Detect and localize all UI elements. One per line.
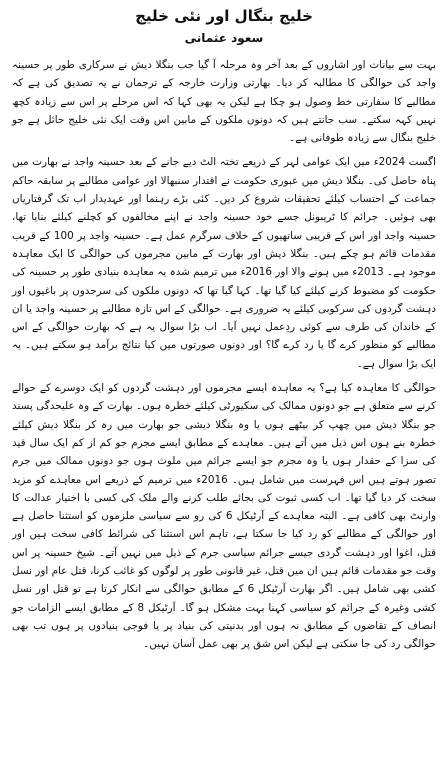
paragraph-3: حوالگی کا معاہدہ کیا ہے؟ یہ معاہدہ ایسے مجرموں اور دہشت گردوں کو ایک دوسرے کے حوالے کرنے سے متعلق ہے جو دونوں ممالک کی سکیورٹی کیلئے خطرہ ہوں۔ بھارت کے وہ علیحدگی پسند جو بنگلا دیش میں چھپ کر بیٹھے ہوں یا وہ بنگلا دیشی جو بھارت میں رہ کر بنگلا دیش کیلئے خطرہ بنے ہوں اس ذیل میں آتے ہیں۔ معاہدے کے مطابق ایسے مجرم جو کم از کم ایک سال قید کی سزا کے حقدار ہوں یا وہ مجرم جو ایسے جرائم میں ملوث ہوں جو دونوں ممالک میں جرم تصور ہوتے ہیں اس فہرست میں شامل ہیں۔ 2016ء میں ترمیم کے ذریعے اس معاہدے کو مزید سخت کر دیا گیا تھا۔ اب کسی ثبوت کی بجائے طلب کرنے والے ملک کی کسی با اختیار عدالت کا وارنٹ بھی کافی ہے۔ البتہ معاہدے کے آرٹیکل 6 کی رو سے سیاسی ملزموں کو استثنا حاصل ہے اور حوالگی کے مطالبے کو رد کیا جا سکتا ہے، تاہم اس استثنا کی شرائط کافی سخت ہیں اور قتل، اغوا اور دہشت گردی جیسے جرائم سیاسی جرم کے ذیل میں نہیں آتے۔ شیخ حسینہ پر اس وقت جو مقدمات قائم ہیں ان میں قتل، غیر قانونی طور پر لوگوں کو غائب کرنا، قتل عام اور نسل کشی بھی شامل ہیں۔ اگر بھارت آرٹیکل 6 کے مطابق حوالگی سے انکار کرتا ہے تو قتل اور نسل کشی وغیرہ کے جرائم کو سیاسی کہنا بہت مشکل ہو گا۔ آرٹیکل 8 کے مطابق ایسے الزامات جو انصاف کے تقاضوں کے مطابق نہ ہوں اور بدنیتی کی بنیاد پر یا فوجی بنیادوں پر ہوں تب بھی حوالگی رد کی جا سکتی ہے لیکن اس شق پر بھی عمل آسان نہیں۔	[12, 382, 437, 651]
paragraph-2: اگست 2024ء میں ایک عوامی لہر کے ذریعے تختہ الٹ دیے جانے کے بعد حسینہ واجد نے بھارت میں پناہ حاصل کی۔ بنگلا دیش میں عبوری حکومت نے اقتدار سنبھالا اور عوامی مطالبے پر سابقہ حاکم جماعت کے احتساب کیلئے تحقیقات شروع کر دیں۔ کئی بڑے رہنما اور عہدیدار اب تک گرفتاریاں بھی ہوئیں۔ جرائم کا ٹریبونل جسے خود حسینہ واجد نے اپنے مخالفوں کو کچلنے کیلئے بنایا تھا، حسینہ واجد اور اس کے قریبی ساتھیوں کے خلاف سرگرم عمل ہے۔ حسینہ واجد پر 100 کے قریب مقدمات قائم ہو چکے ہیں۔ بنگلا دیش اور بھارت کے مابین مجرموں کی حوالگی کا ایک معاہدہ موجود ہے۔ 2013ء میں ہونے والا اور 2016ء میں ترمیم شدہ یہ معاہدہ بنیادی طور پر حسینہ کی حکومت کو مضبوط کرنے کیلئے کیا گیا تھا۔ کہا گیا تھا کہ دونوں ملکوں کی سرحدوں پر باغیوں اور دہشت گردوں کی سرکوبی کیلئے یہ ضروری ہے۔ حوالگی کے اس تازہ مطالبے پر حسینہ واجد یا ان کے خاندان کی طرف سے کوئی ردِعمل نہیں آیا۔ اب بڑا سوال یہ ہے کہ بھارت حوالگی کے اس مطالبے کو منظور کرے گا یا رد کرے گا؟ اور دونوں صورتوں میں کیا نتائج برآمد ہو سکتے ہیں۔ یہ ایک بڑا سوال ہے۔	[12, 156, 436, 370]
article-author: سعود عثمانی	[184, 31, 264, 45]
article-title: خلیج بنگال اور نئی خلیج	[135, 7, 313, 25]
article-body	[12, 56, 436, 654]
paragraph-1: بہت سے بیانات اور اشاروں کے بعد آخر وہ مرحلہ آ گیا جب بنگلا دیش نے سرکاری طور پر حسینہ واجد کی حوالگی کا مطالبہ کر دیا۔ بھارتی وزارت خارجہ کے ترجمان نے یہ تصدیق کی ہے کہ مطالبے کا سفارتی خط وصول ہو چکا ہے لیکن یہ بھی کہا کہ اس مرحلے پر اس سے زیادہ کچھ نہیں کہہ سکتے۔ سب جانتے ہیں کہ دونوں ملکوں کے مابین اس وقت ایک نئی خلیج حائل ہے جو خلیج بنگال سے زیادہ طوفانی ہے۔	[12, 59, 436, 145]
